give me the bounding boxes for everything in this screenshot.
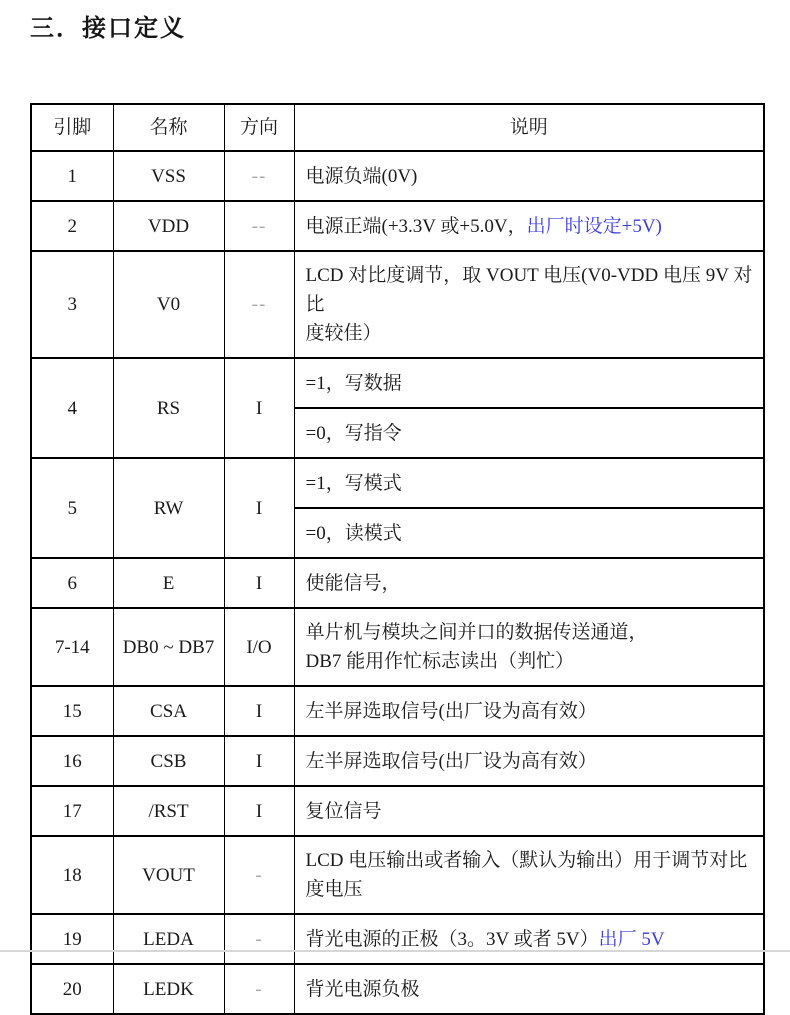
desc-text: 电源正端(+3.3V 或+5.0V，	[305, 215, 527, 237]
pin-cell: 4	[31, 358, 113, 458]
table-row	[31, 201, 764, 251]
pin-cell: 19	[31, 914, 113, 964]
desc-text: 度电压	[305, 879, 363, 900]
desc-cell	[294, 458, 764, 508]
dir-cell: -	[224, 914, 294, 964]
table-row	[31, 736, 764, 786]
name-cell: V0	[113, 251, 224, 358]
table-row	[31, 686, 764, 736]
dir-cell: I	[224, 358, 294, 458]
page-divider-line	[0, 950, 790, 952]
pin-cell: 3	[31, 251, 113, 358]
desc-cell	[294, 408, 764, 458]
pin-cell: 15	[31, 686, 113, 736]
table-row	[31, 836, 764, 914]
name-cell: E	[113, 558, 224, 608]
name-cell: CSB	[113, 736, 224, 786]
name-cell: LEDA	[113, 914, 224, 964]
desc-text: =1，写模式	[305, 472, 402, 494]
header-dir: 方向	[224, 104, 294, 151]
desc-cell	[294, 508, 764, 558]
table-header-row	[31, 104, 764, 151]
pin-cell: 17	[31, 786, 113, 836]
desc-cell	[294, 914, 764, 964]
dir-cell: I	[224, 458, 294, 558]
desc-text: 左半屏选取信号(出厂设为高有效）	[305, 750, 597, 772]
desc-text: LCD 对比度调节，取 VOUT 电压(V0-VDD 电压 9V 对比	[305, 265, 753, 315]
name-cell: VDD	[113, 201, 224, 251]
pin-cell: 18	[31, 836, 113, 914]
header-desc: 说明	[294, 104, 764, 151]
table-row	[31, 964, 764, 1014]
dir-cell: I/O	[224, 608, 294, 686]
table-row	[31, 358, 764, 408]
desc-cell	[294, 964, 764, 1014]
name-cell: DB0 ~ DB7	[113, 608, 224, 686]
name-cell: RW	[113, 458, 224, 558]
desc-text: LCD 电压输出或者输入（默认为输出）用于调节对比	[305, 850, 748, 871]
desc-text: 背光电源的正极（3。3V 或者 5V）	[305, 928, 599, 950]
desc-cell	[294, 558, 764, 608]
table-row	[31, 608, 764, 686]
desc-text-highlight: 出厂时设定+5V)	[526, 215, 662, 237]
header-name: 名称	[113, 104, 224, 151]
desc-cell	[294, 201, 764, 251]
dir-cell: --	[224, 201, 294, 251]
dir-cell: --	[224, 151, 294, 201]
pin-definition-table	[30, 103, 765, 1015]
desc-text: =0，写指令	[305, 422, 402, 444]
desc-text-highlight: 出厂 5V	[598, 928, 665, 950]
desc-cell	[294, 151, 764, 201]
dir-cell: I	[224, 736, 294, 786]
page-title: 三．接口定义	[30, 16, 186, 42]
desc-cell	[294, 686, 764, 736]
pin-cell: 6	[31, 558, 113, 608]
desc-cell	[294, 836, 764, 914]
desc-cell	[294, 358, 764, 408]
table-row	[31, 558, 764, 608]
pin-cell: 7-14	[31, 608, 113, 686]
desc-cell	[294, 251, 764, 358]
name-cell: CSA	[113, 686, 224, 736]
name-cell: VOUT	[113, 836, 224, 914]
desc-text: 背光电源负极	[305, 978, 420, 1000]
desc-text: 使能信号，	[305, 572, 401, 594]
dir-cell: I	[224, 686, 294, 736]
desc-text: 左半屏选取信号(出厂设为高有效）	[305, 700, 597, 722]
desc-text: DB7 能用作忙标志读出（判忙）	[305, 651, 575, 672]
dir-cell: I	[224, 558, 294, 608]
name-cell: VSS	[113, 151, 224, 201]
desc-text: 电源负端(0V)	[305, 165, 418, 187]
pin-cell: 5	[31, 458, 113, 558]
dir-cell: I	[224, 786, 294, 836]
desc-cell	[294, 736, 764, 786]
dir-cell: -	[224, 964, 294, 1014]
name-cell: LEDK	[113, 964, 224, 1014]
desc-text: 单片机与模块之间并口的数据传送通道，	[305, 622, 648, 643]
pin-cell: 20	[31, 964, 113, 1014]
table-row	[31, 786, 764, 836]
pin-cell: 16	[31, 736, 113, 786]
desc-text: 度较佳）	[305, 323, 382, 344]
table-row	[31, 251, 764, 358]
desc-text: =1，写数据	[305, 372, 402, 394]
pin-table-body	[31, 151, 764, 1014]
dir-cell: -	[224, 836, 294, 914]
desc-cell	[294, 608, 764, 686]
name-cell: RS	[113, 358, 224, 458]
desc-text: =0，读模式	[305, 522, 402, 544]
header-pin: 引脚	[31, 104, 113, 151]
desc-cell	[294, 786, 764, 836]
pin-cell: 1	[31, 151, 113, 201]
desc-text: 复位信号	[305, 800, 382, 822]
table-row	[31, 914, 764, 964]
table-row	[31, 151, 764, 201]
name-cell: /RST	[113, 786, 224, 836]
dir-cell: --	[224, 251, 294, 358]
pin-cell: 2	[31, 201, 113, 251]
table-row	[31, 458, 764, 508]
